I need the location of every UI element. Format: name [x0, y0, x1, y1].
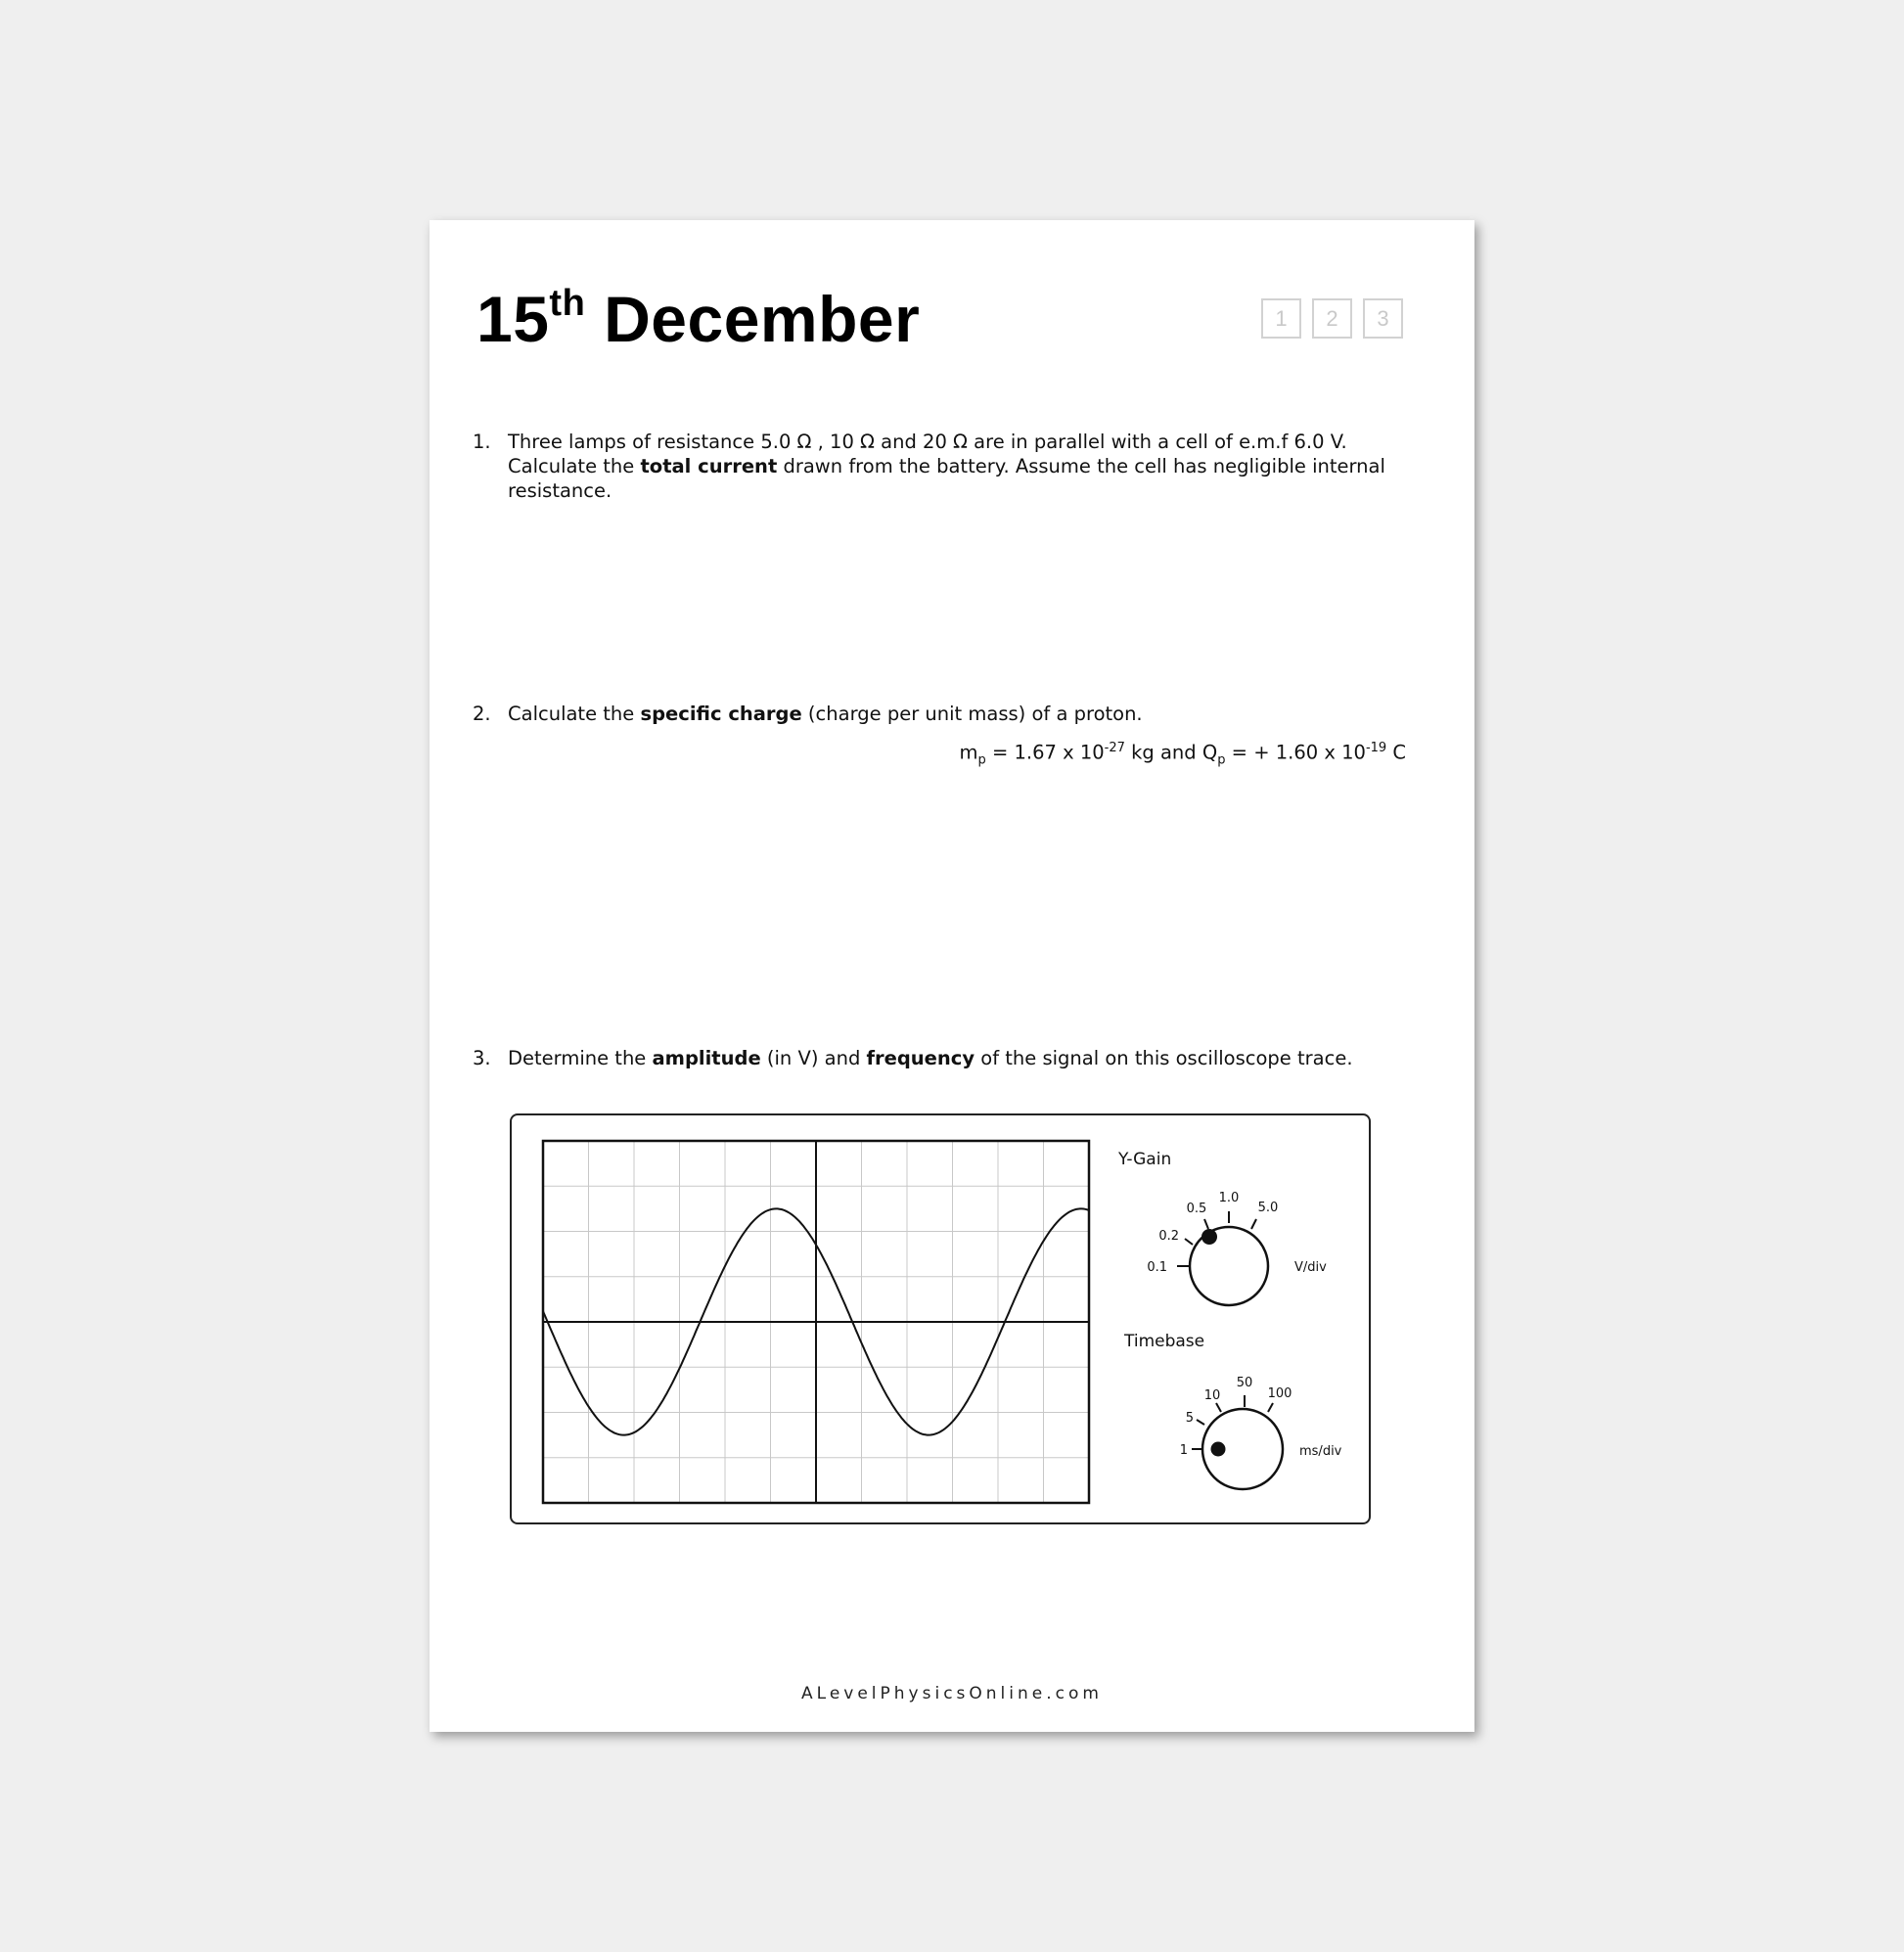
question-2-pre: Calculate the	[508, 703, 641, 725]
timebase-label-1: 1	[1179, 1443, 1188, 1458]
question-2-keyword: specific charge	[640, 703, 802, 725]
timebase-knob[interactable]	[1180, 1376, 1342, 1489]
question-1-keyword: total current	[640, 455, 778, 477]
score-box-2[interactable]: 2	[1312, 298, 1352, 339]
ygain-unit: V/div	[1294, 1260, 1327, 1275]
title-day: 15	[476, 283, 550, 355]
given-constants	[960, 741, 1407, 767]
mass-symbol: m	[959, 741, 978, 764]
question-2-post: (charge per unit mass) of a proton.	[801, 703, 1143, 725]
charge-unit: C	[1386, 741, 1406, 764]
question-number: 3.	[473, 1047, 491, 1069]
question-text	[508, 702, 1431, 726]
timebase-unit: ms/div	[1299, 1444, 1342, 1459]
ygain-label-1.0: 1.0	[1218, 1191, 1240, 1205]
question-3-post: of the signal on this oscilloscope trace.	[975, 1047, 1353, 1069]
ygain-label-0.5: 0.5	[1186, 1202, 1207, 1216]
timebase-label-50: 50	[1236, 1376, 1253, 1390]
question-1-pre: Calculate the	[508, 455, 641, 477]
ygain-title: Y-Gain	[1118, 1150, 1172, 1169]
question-3-keyword-amplitude: amplitude	[652, 1047, 761, 1069]
question-text	[508, 1046, 1431, 1070]
timebase-tick-5	[1197, 1420, 1204, 1425]
question-1-post: drawn from the battery. Assume the cell has negligible internal resistance.	[508, 455, 1385, 502]
timebase-label-10: 10	[1203, 1388, 1221, 1403]
given-joiner: kg and Q	[1124, 741, 1218, 764]
question-number: 2.	[473, 703, 491, 725]
ygain-label-0.1: 0.1	[1147, 1260, 1167, 1275]
mass-value: = 1.67 x 10	[985, 741, 1105, 764]
timebase-tick-100	[1268, 1403, 1273, 1412]
score-boxes	[1261, 298, 1403, 339]
oscilloscope-diagram	[512, 1115, 1373, 1526]
charge-exponent: -19	[1365, 741, 1387, 755]
question-3-keyword-frequency: frequency	[866, 1047, 975, 1069]
page-title	[476, 283, 921, 355]
timebase-tick-10	[1216, 1403, 1221, 1412]
question-number: 1.	[473, 431, 491, 453]
question-3-pre: Determine the	[508, 1047, 653, 1069]
ygain-dial[interactable]	[1190, 1227, 1268, 1305]
charge-value: = + 1.60 x 10	[1225, 741, 1366, 764]
ygain-knob[interactable]	[1147, 1191, 1327, 1305]
ygain-tick-5.0	[1251, 1219, 1256, 1229]
timebase-indicator	[1211, 1442, 1226, 1457]
mass-exponent: -27	[1104, 741, 1125, 755]
question-3-mid: (in V) and	[760, 1047, 867, 1069]
timebase-label-5: 5	[1185, 1411, 1194, 1426]
title-day-suffix: th	[549, 283, 586, 324]
ygain-label-5.0: 5.0	[1257, 1201, 1279, 1215]
footer-website: ALevelPhysicsOnline.com	[801, 1684, 1103, 1703]
oscilloscope-panel	[510, 1113, 1371, 1524]
charge-subscript: p	[1217, 752, 1226, 768]
score-box-3[interactable]: 3	[1363, 298, 1403, 339]
question-1-line1: Three lamps of resistance 5.0 Ω , 10 Ω and 20 Ω are in parallel with a cell of e.m.f 6.0 V.	[508, 431, 1347, 453]
ygain-indicator	[1201, 1229, 1217, 1245]
title-month: December	[604, 283, 921, 355]
mass-subscript: p	[977, 752, 986, 768]
question-text	[508, 430, 1431, 503]
score-box-1[interactable]: 1	[1261, 298, 1301, 339]
ygain-tick-0.5	[1204, 1219, 1208, 1229]
timebase-label-100: 100	[1267, 1386, 1292, 1401]
worksheet-page	[430, 220, 1474, 1732]
oscilloscope-screen	[543, 1141, 1089, 1503]
ygain-label-0.2: 0.2	[1158, 1229, 1179, 1244]
ygain-tick-0.2	[1185, 1239, 1193, 1245]
timebase-title: Timebase	[1124, 1332, 1205, 1351]
